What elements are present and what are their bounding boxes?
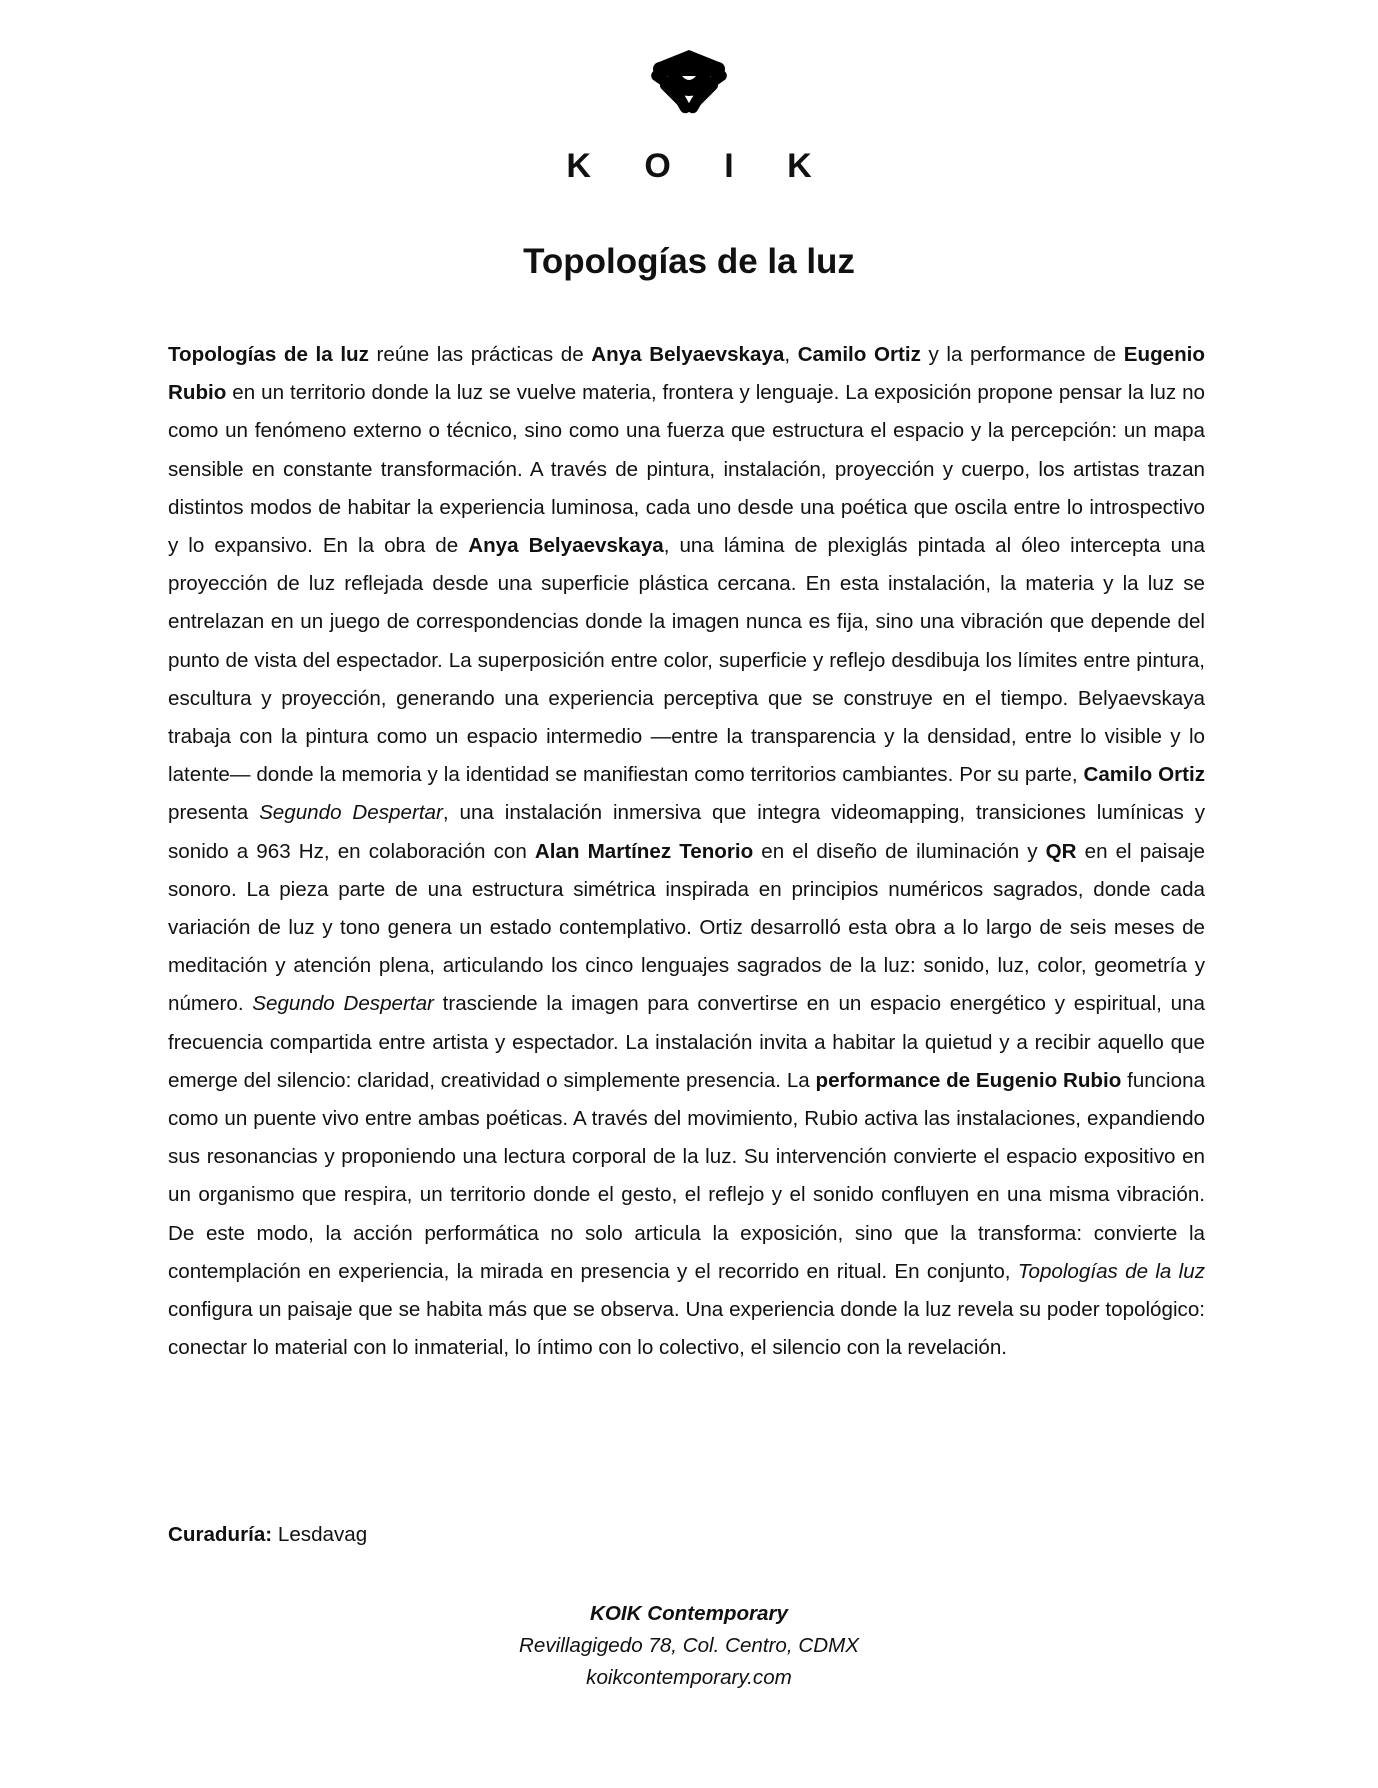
curator-credit <box>168 1523 367 1547</box>
footer <box>0 1598 1378 1694</box>
koik-wordmark: K O I K <box>566 147 834 185</box>
bold-text: Camilo Ortiz <box>1083 763 1205 787</box>
text-segment: presenta <box>168 801 260 825</box>
document-title: Topologías de la luz <box>523 242 855 281</box>
text-segment: en el paisaje sonoro. La pieza parte de una estructura simétrica inspirada en principios numéricos sagrados, donde cada variación de luz y tono genera un estado contemplativo. Ortiz desarrolló esta obra a lo largo de seis meses de meditación y atención plena, articulando los cinco lenguajes sagrados de la luz: sonido, luz, color, geometría y número. <box>168 839 1205 1016</box>
bold-text: Anya Belyaevskaya <box>591 343 785 366</box>
italic-text: Segundo Despertar <box>259 801 443 825</box>
gallery-website: koikcontemporary.com <box>586 1666 792 1689</box>
bold-text: Camilo Ortiz <box>797 343 921 366</box>
text-segment: funciona como un puente vivo entre ambas poéticas. A través del movimiento, Rubio activa las instalaciones, expandiendo sus resonancias y proponiendo una lectura corporal de la luz. Su intervención convierte el espacio expositivo en un organismo que respira, un territorio donde el gesto, el reflejo y el sonido confluyen en una misma vibración. De este modo, la acción performática no solo articula la exposición, sino que la transforma: convierte la contemplación en experiencia, la mirada en presencia y el recorrido en ritual. En conjunto, <box>168 1068 1205 1283</box>
body-paragraph <box>168 336 1205 1367</box>
text-segment: trasciende la imagen para convertirse en un espacio energético y espiritual, una frecuencia compartida entre artista y espectador. La instalación invita a habitar la quietud y a recibir aquello que emerge del silencio: claridad, creatividad o simplemente presencia. La <box>168 992 1205 1092</box>
gallery-name: KOIK Contemporary <box>590 1602 788 1625</box>
gallery-address: Revillagigedo 78, Col. Centro, CDMX <box>519 1634 859 1657</box>
text-segment: , una lámina de plexiglás pintada al óleo intercepta una proyección de luz reflejada desde una superficie plástica cercana. En esta instalación, la materia y la luz se entrelazan en un juego de correspondencias donde la imagen nunca es fija, sino una vibración que depende del punto de vista del espectador. La superposición entre color, superficie y reflejo desdibuja los límites entre pintura, escultura y proyección, generando una experiencia perceptiva que se construye en el tiempo. Belyaevskaya trabaja con la pintura como un espacio intermedio —entre la transparencia y la densidad, entre lo visible y lo latente— donde la memoria y la identidad se manifiestan como territorios cambiantes. Por su parte, <box>168 534 1205 787</box>
curator-label: Curaduría: <box>168 1523 273 1546</box>
bold-text: performance de Eugenio Rubio <box>815 1068 1122 1092</box>
curator-name: Lesdavag <box>272 1523 368 1546</box>
text-segment: y la performance de <box>920 343 1124 366</box>
text-segment: en el diseño de iluminación y <box>753 839 1046 863</box>
text-segment: , una instalación inmersiva que integra videomapping, transiciones lumínicas y sonido a 963 Hz, en colaboración con <box>168 801 1205 863</box>
bold-text: Topologías de la luz <box>168 343 369 366</box>
text-segment: en un territorio donde la luz se vuelve materia, frontera y lenguaje. La exposición propone pensar la luz no como un fenómeno externo o técnico, sino como una fuerza que estructura el espacio y la percepción: un mapa sensible en constante transformación. A través de pintura, instalación, proyección y cuerpo, los artistas trazan distintos modos de habitar la experiencia luminosa, cada uno desde una poética que oscila entre lo introspectivo y lo expansivo. En la obra de <box>168 381 1205 558</box>
bold-text: Anya Belyaevskaya <box>468 534 664 558</box>
bold-text: Eugenio Rubio <box>168 343 1205 405</box>
text-segment: , <box>784 343 798 366</box>
bold-text: Alan Martínez Tenorio <box>534 839 754 863</box>
bold-text: QR <box>1045 839 1077 863</box>
koik-logo-icon <box>639 48 739 128</box>
text-segment: configura un paisaje que se habita más que se observa. Una experiencia donde la luz revela su poder topológico: conectar lo material con lo inmaterial, lo íntimo con lo colectivo, el silencio con la revelación. <box>168 1298 1205 1360</box>
italic-text: Segundo Despertar <box>252 992 434 1016</box>
text-segment: reúne las prácticas de <box>368 343 592 366</box>
italic-text: Topologías de la luz <box>1017 1259 1205 1283</box>
